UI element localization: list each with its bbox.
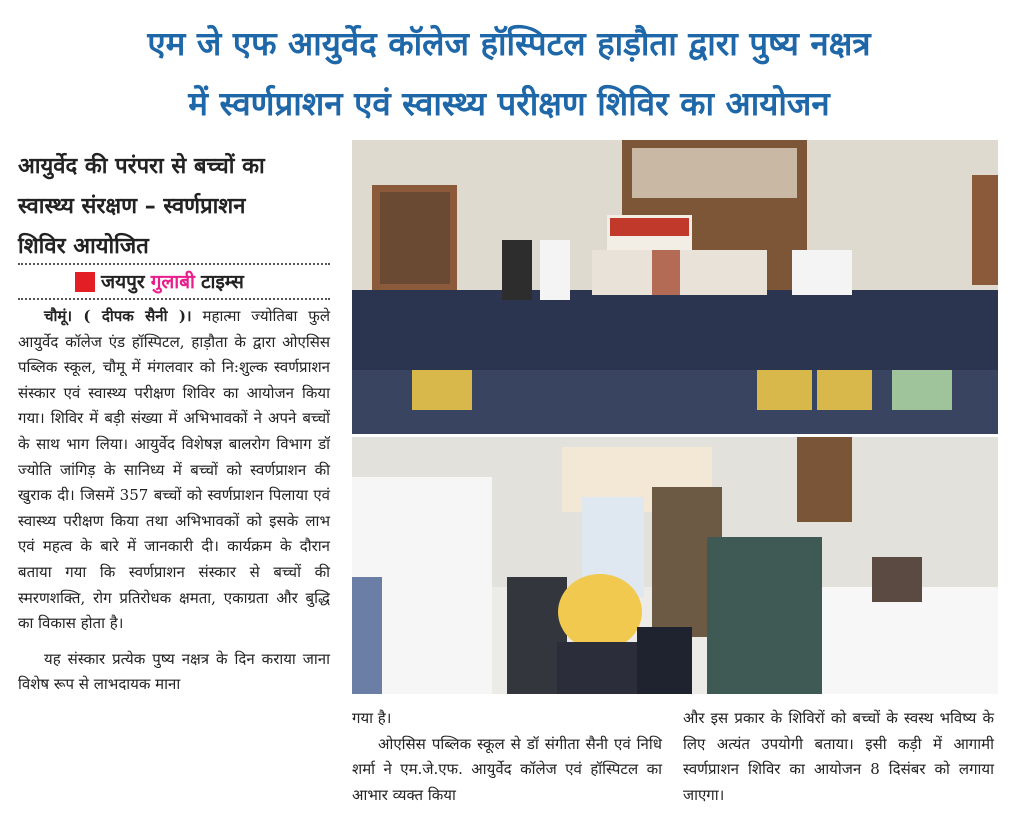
brand-part-2: गुलाबी (150, 271, 195, 293)
article-paragraph-4: ओएसिस पब्लिक स्कूल से डॉ संगीता सैनी एवं निधि शर्मा ने एम.जे.एफ. आयुर्वेद कॉलेज एवं हॉस्पिटल का आभार व्यक्त किया (352, 734, 662, 804)
subhead-line-1: आयुर्वेद की परंपरा से बच्चों का (18, 154, 265, 179)
headline-line-1: एम जे एफ आयुर्वेद कॉलेज हॉस्पिटल हाड़ौता द्वारा पुष्य नक्षत्र (147, 24, 871, 63)
article-column-2 (352, 706, 662, 808)
brand-square-icon (75, 272, 95, 292)
subhead-line-2: स्वास्थ्य संरक्षण – स्वर्णप्राशन (18, 194, 246, 219)
article-column-1 (18, 304, 330, 698)
article-paragraph-5: और इस प्रकार के शिविरों को बच्चों के स्वस्थ भविष्य के लिए अत्यंत उपयोगी बताया। इसी कड़ी में आगामी स्वर्णप्राशन शिविर का आयोजन 8 दिसंबर को लगाया जाएगा। (683, 709, 994, 804)
brand-part-3: टाइम्स (200, 271, 244, 293)
dateline: चौमूं। ( दीपक सैनी )। (44, 307, 192, 325)
article-paragraph-3: गया है। (352, 709, 392, 727)
brand-part-1: जयपुर (101, 271, 145, 293)
source-brand (75, 269, 244, 295)
headline-line-2: में स्वर्णप्राशन एवं स्वास्थ्य परीक्षण शिविर का आयोजन (188, 84, 830, 123)
article-paragraph-1 (18, 304, 330, 637)
subhead-line-3: शिविर आयोजित (18, 234, 149, 259)
photo-students-group (352, 140, 998, 434)
paragraph-1-text: महात्मा ज्योतिबा फुले आयुर्वेद कॉलेज एंड हॉस्पिटल, हाड़ौता के द्वारा ओएसिस पब्लिक स्कूल, चौमू में मंगलवार को नि:शुल्क स्वर्णप्राशन संस्कार एवं स्वास्थ्य परीक्षण शिविर का आयोजन किया गया। शिविर में बड़ी संख्या में अभिभावकों ने अपने बच्चों के साथ भाग लिया। आयुर्वेद विशेषज्ञ बालरोग विभाग डॉ ज्योति जांगिड़ के सानिध्य में बच्चों को स्वर्णप्राशन की खुराक दी। जिसमें 357 बच्चों को स्वर्णप्राशन पिलाया एवं स्वास्थ्य परीक्षण किया तथा अभिभावकों को इसके लाभ एवं महत्व के बारे में जानकारी दी। कार्यक्रम के दौरान बताया गया कि स्वर्णप्राशन संस्कार से बच्चों की स्मरणशक्ति, रोग प्रतिरोधक क्षमता, एकाग्रता और बुद्धि का विकास होता है। (18, 307, 330, 633)
divider-bottom (18, 298, 330, 300)
divider-top (18, 263, 330, 265)
photo-swarnaprashan-administration (352, 437, 998, 694)
article-column-3 (683, 706, 994, 808)
article-paragraph-2: यह संस्कार प्रत्येक पुष्य नक्षत्र के दिन कराया जाना विशेष रूप से लाभदायक माना (18, 649, 330, 694)
